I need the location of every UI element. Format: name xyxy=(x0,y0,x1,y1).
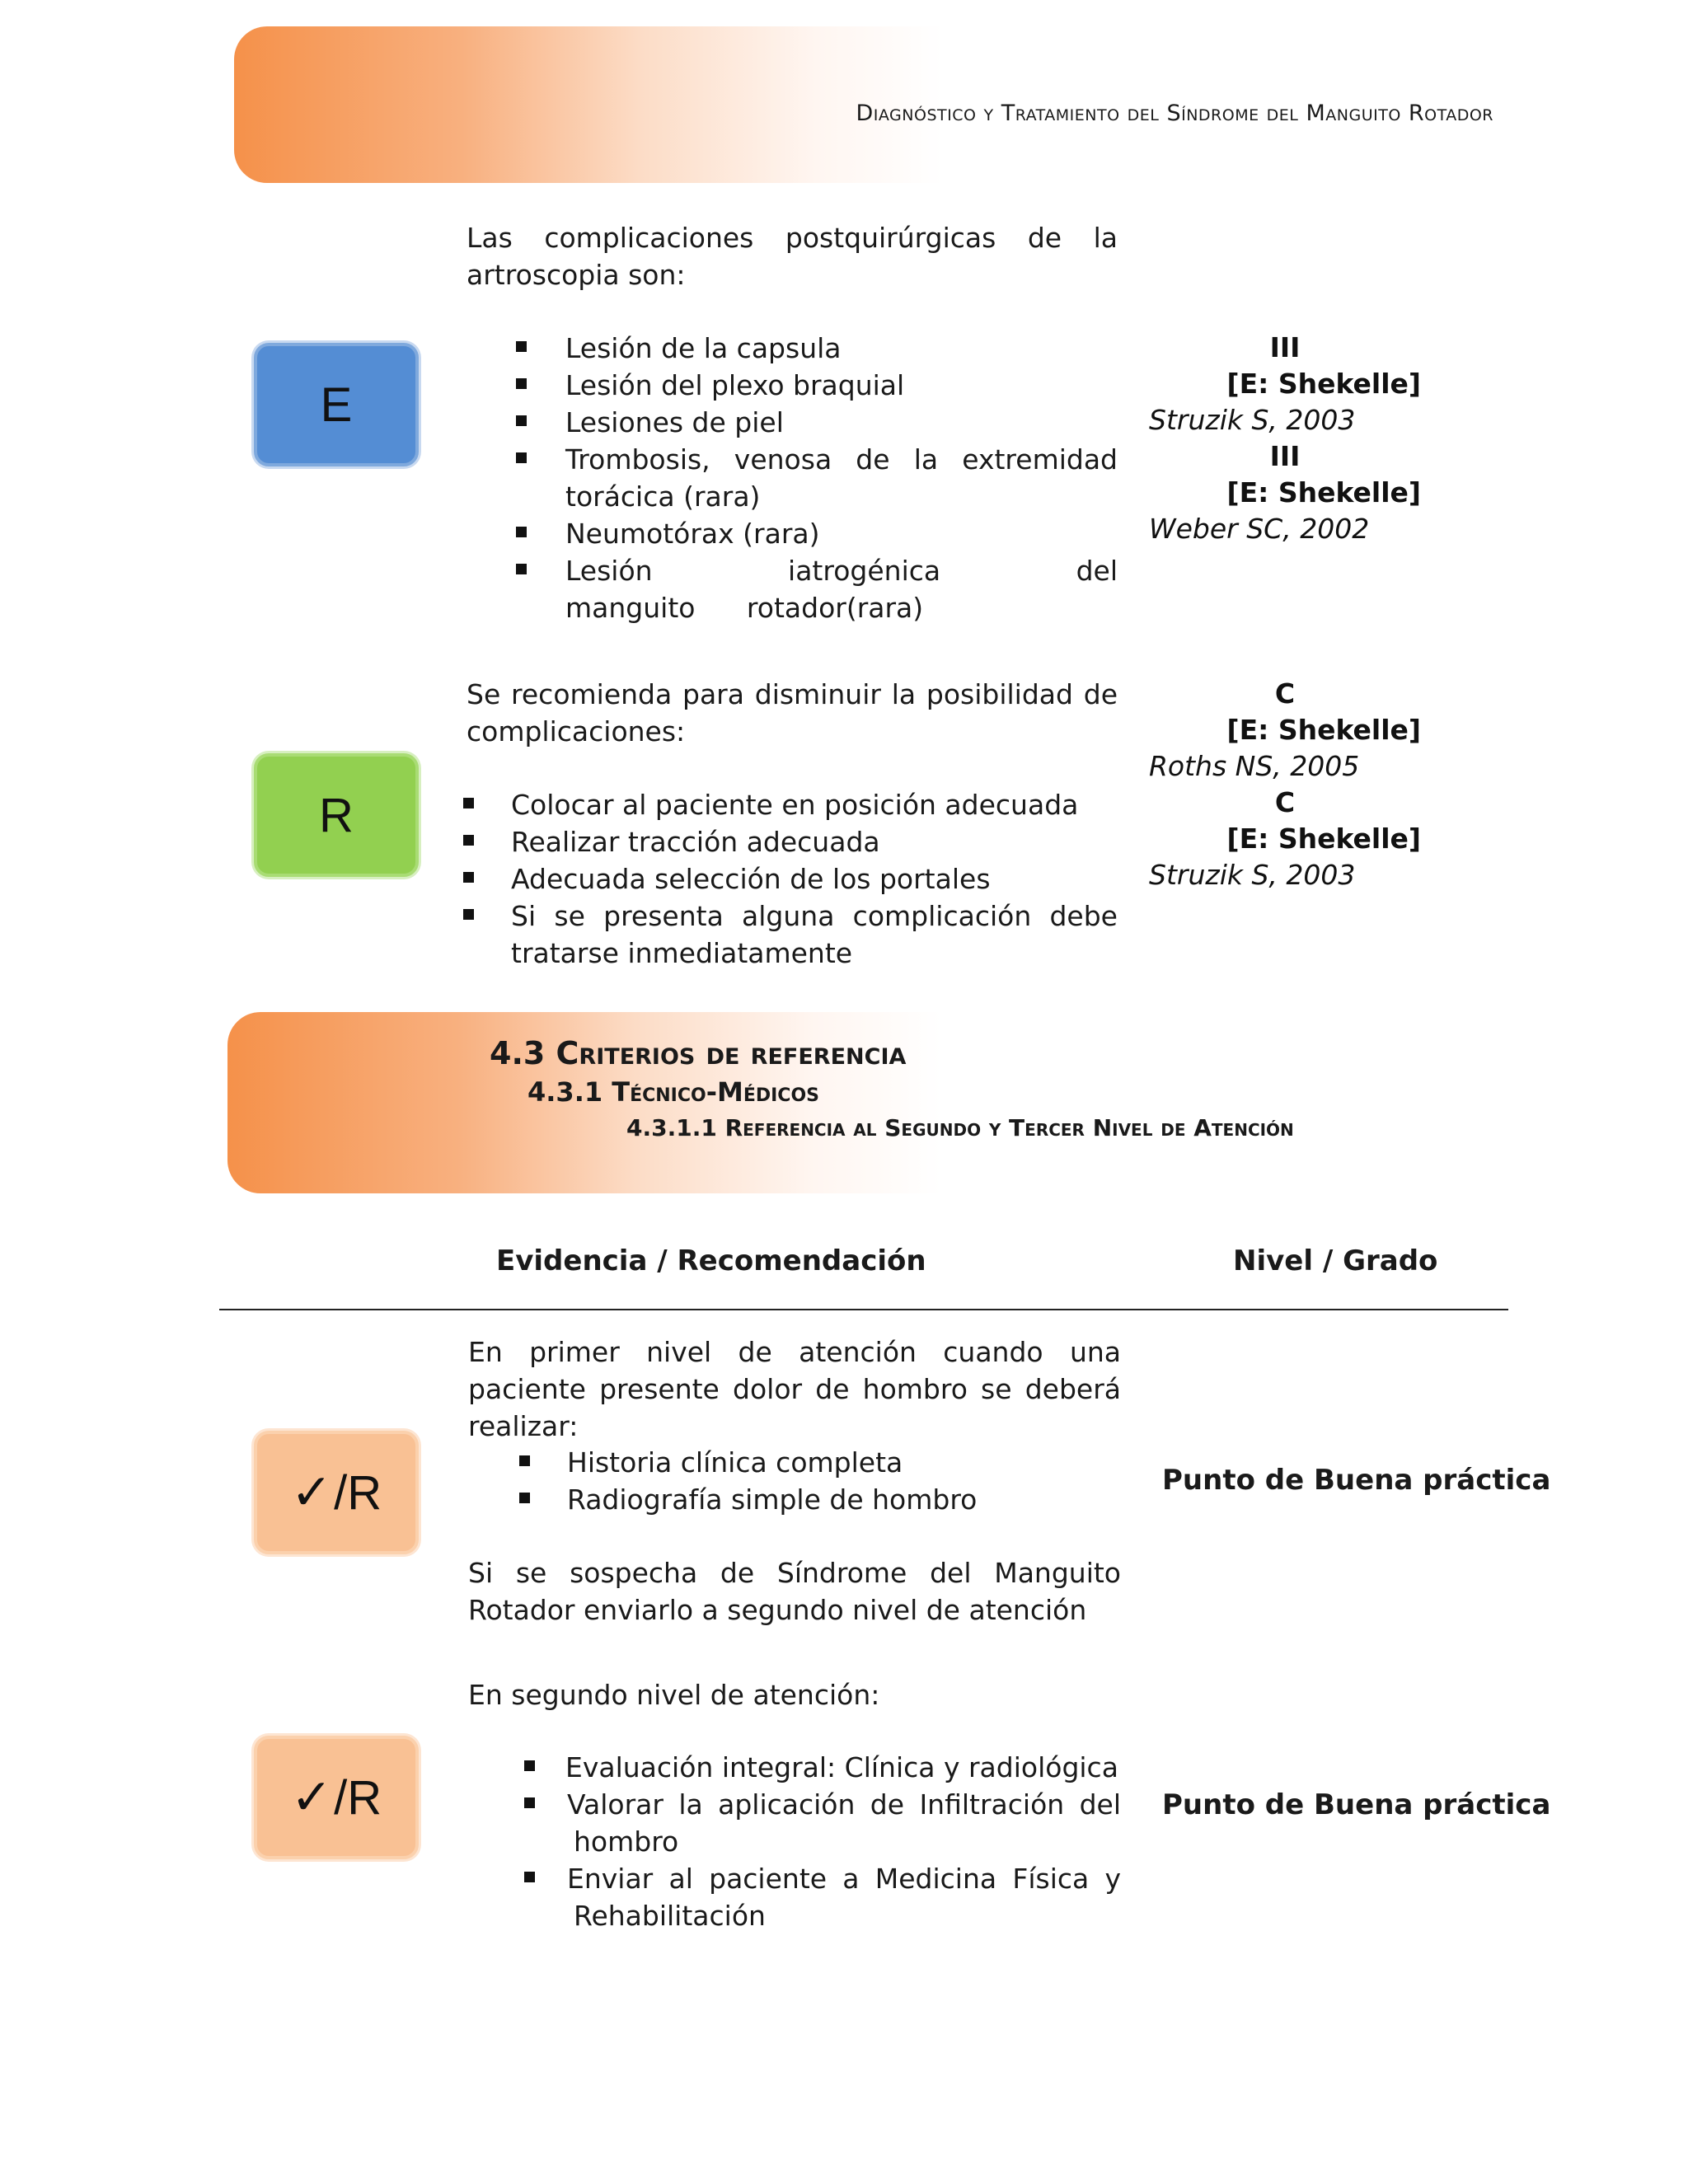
evidence-scale: [E: Shekelle] xyxy=(1226,368,1421,400)
practice-intro: En primer nivel de atención cuando una paciente presente dolor de hombro se deberá realizar: xyxy=(468,1336,1121,1442)
evidence-level: III xyxy=(1269,440,1301,472)
evidence-references xyxy=(1149,330,1421,547)
good-practice-badge xyxy=(254,1736,419,1859)
list-item: Neumotórax (rara) xyxy=(516,515,1118,552)
badge-label: E xyxy=(320,377,353,432)
list-item: Lesión iatrogénica del manguito rotador(rara) xyxy=(516,552,1118,626)
practice-list xyxy=(523,1749,1121,1934)
list-item: Lesión del plexo braquial xyxy=(516,367,1118,404)
column-header-level: Nivel / Grado xyxy=(1233,1244,1438,1277)
evidence-citation: Weber SC, 2002 xyxy=(1149,513,1370,545)
recommendation-badge xyxy=(254,753,419,877)
recommendation-grade: C xyxy=(1274,677,1296,710)
recommendation-citation: Struzik S, 2003 xyxy=(1149,859,1356,891)
checkmark-icon: ✓ xyxy=(290,1769,333,1825)
practice-intro: En segundo nivel de atención: xyxy=(468,1679,880,1711)
practice-outro: Si se sospecha de Síndrome del Manguito Rotador enviarlo a segundo nivel de atención xyxy=(468,1557,1121,1626)
list-item: Colocar al paciente en posición adecuada xyxy=(462,786,1118,823)
list-item: Evaluación integral: Clínica y radiológica xyxy=(523,1749,1121,1786)
list-item: Lesión de la capsula xyxy=(516,330,1118,367)
evidence-level: III xyxy=(1269,331,1301,363)
list-item: Trombosis, venosa de la extremidad torácica (rara) xyxy=(516,441,1118,515)
list-item: Historia clínica completa xyxy=(518,1444,1121,1481)
list-item: Realizar tracción adecuada xyxy=(462,823,1118,860)
recommendation-scale: [E: Shekelle] xyxy=(1226,823,1421,855)
section-heading: 4.3 Criterios de referencia xyxy=(490,1035,907,1071)
recommendation-citation: Roths NS, 2005 xyxy=(1149,750,1360,782)
recommendation-grade: C xyxy=(1274,786,1296,818)
running-title: Diagnóstico y Tratamiento del Síndrome del Manguito Rotador xyxy=(856,101,1493,126)
checkmark-icon: ✓ xyxy=(290,1465,333,1520)
list-item: Lesiones de piel xyxy=(516,404,1118,441)
evidence-badge xyxy=(254,343,419,466)
recommendation-references xyxy=(1149,676,1421,893)
evidence-scale: [E: Shekelle] xyxy=(1226,476,1421,509)
badge-label: /R xyxy=(334,1465,382,1520)
subsection-heading: 4.3.1 Técnico-Médicos xyxy=(528,1076,819,1108)
evidence-citation: Struzik S, 2003 xyxy=(1149,404,1356,436)
list-item: Valorar la aplicación de Infiltración del hombro xyxy=(523,1786,1121,1860)
evidence-intro: Las complicaciones postquirúrgicas de la artroscopia son: xyxy=(467,222,1118,291)
list-item: Si se presenta alguna complicación debe tratarse inmediatamente xyxy=(462,898,1118,972)
recommendation-scale: [E: Shekelle] xyxy=(1226,714,1421,746)
header-rule xyxy=(219,1309,1508,1310)
list-item: Radiografía simple de hombro xyxy=(518,1481,1121,1518)
good-practice-badge xyxy=(254,1431,419,1554)
evidence-list xyxy=(516,330,1118,626)
subsubsection-heading: 4.3.1.1 Referencia al Segundo y Tercer Nivel de Atención xyxy=(626,1114,1294,1141)
column-header-evidence: Evidencia / Recomendación xyxy=(496,1244,926,1277)
list-item: Adecuada selección de los portales xyxy=(462,860,1118,898)
badge-label: R xyxy=(319,788,354,842)
practice-list xyxy=(518,1444,1121,1518)
practice-grade: Punto de Buena práctica xyxy=(1162,1788,1551,1821)
recommendation-list xyxy=(462,786,1118,972)
practice-grade: Punto de Buena práctica xyxy=(1162,1464,1551,1497)
recommendation-intro: Se recomienda para disminuir la posibilidad de complicaciones: xyxy=(467,678,1118,748)
list-item: Enviar al paciente a Medicina Física y Rehabilitación xyxy=(523,1860,1121,1934)
badge-label: /R xyxy=(334,1770,382,1825)
